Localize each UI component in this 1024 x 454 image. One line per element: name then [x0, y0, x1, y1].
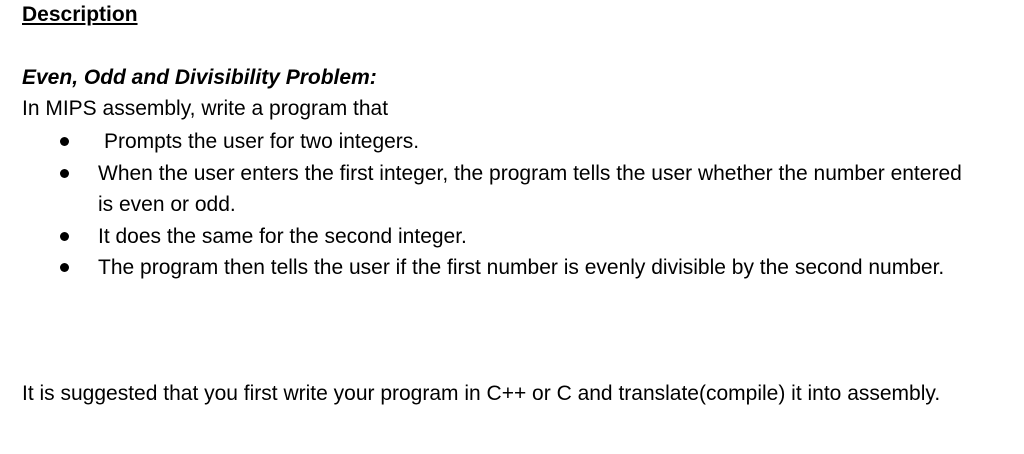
bullet-icon: [60, 169, 69, 178]
list-item-text: It does the same for the second integer.: [98, 224, 467, 248]
bullet-icon: [60, 263, 69, 272]
list-item-text: Prompts the user for two integers.: [104, 130, 420, 153]
list-item-text: When the user enters the first integer, the program tells the user whether the number entered is even or odd.: [98, 161, 962, 216]
list-item: [22, 252, 982, 284]
list-item: [22, 126, 982, 158]
bullet-icon: [60, 137, 69, 146]
bullet-icon: [60, 232, 69, 241]
list-item: [22, 158, 982, 221]
list-item-text: The program then tells the user if the first number is evenly divisible by the second number.: [98, 256, 945, 279]
intro-text: In MIPS assembly, write a program that: [22, 97, 389, 120]
description-heading: Description: [22, 3, 138, 26]
problem-title: Even, Odd and Divisibility Problem:: [22, 66, 377, 89]
suggestion-text: It is suggested that you first write your program in C++ or C and translate(compile) it into assembly.: [22, 382, 941, 405]
list-item: [22, 221, 982, 253]
requirements-list: [22, 126, 982, 284]
